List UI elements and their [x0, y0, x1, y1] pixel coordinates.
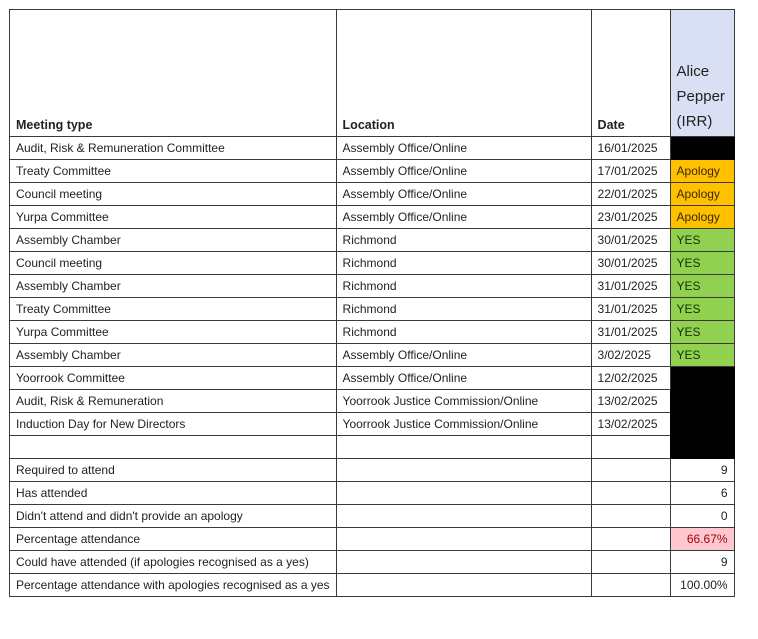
location-cell: Yoorrook Justice Commission/Online	[336, 390, 591, 413]
date-cell: 13/02/2025	[591, 413, 670, 436]
summary-empty-cell	[336, 528, 591, 551]
location-cell: Assembly Office/Online	[336, 183, 591, 206]
summary-empty-cell	[591, 459, 670, 482]
location-cell	[336, 436, 591, 459]
meeting-row	[10, 344, 735, 367]
meeting-type-cell: Assembly Chamber	[10, 344, 337, 367]
date-cell: 22/01/2025	[591, 183, 670, 206]
summary-value: 9	[670, 459, 734, 482]
header-row	[10, 10, 735, 137]
attendance-status-cell: Apology	[670, 206, 734, 229]
meeting-type-cell: Yoorrook Committee	[10, 367, 337, 390]
summary-value: 0	[670, 505, 734, 528]
location-cell: Assembly Office/Online	[336, 367, 591, 390]
header-meeting-type: Meeting type	[10, 10, 337, 137]
meeting-type-cell: Yurpa Committee	[10, 321, 337, 344]
date-cell: 12/02/2025	[591, 367, 670, 390]
summary-empty-cell	[336, 459, 591, 482]
summary-row	[10, 574, 735, 597]
meeting-row	[10, 321, 735, 344]
meeting-type-cell: Treaty Committee	[10, 298, 337, 321]
summary-value: 66.67%	[670, 528, 734, 551]
meeting-row	[10, 229, 735, 252]
meeting-type-cell: Council meeting	[10, 183, 337, 206]
summary-label: Has attended	[10, 482, 337, 505]
summary-empty-cell	[336, 482, 591, 505]
meeting-row	[10, 137, 735, 160]
location-cell: Richmond	[336, 321, 591, 344]
meeting-row	[10, 298, 735, 321]
location-cell: Richmond	[336, 275, 591, 298]
summary-empty-cell	[336, 505, 591, 528]
not-required-block	[670, 367, 734, 459]
meeting-type-cell: Induction Day for New Directors	[10, 413, 337, 436]
location-cell: Assembly Office/Online	[336, 344, 591, 367]
meeting-row	[10, 206, 735, 229]
summary-row	[10, 459, 735, 482]
attendance-status-cell: YES	[670, 229, 734, 252]
date-cell: 30/01/2025	[591, 229, 670, 252]
summary-value: 6	[670, 482, 734, 505]
date-cell: 23/01/2025	[591, 206, 670, 229]
date-cell: 31/01/2025	[591, 321, 670, 344]
attendance-status-cell: YES	[670, 344, 734, 367]
location-cell: Richmond	[336, 252, 591, 275]
summary-empty-cell	[591, 505, 670, 528]
meeting-row	[10, 160, 735, 183]
summary-empty-cell	[336, 551, 591, 574]
attendance-status-cell: YES	[670, 321, 734, 344]
date-cell: 13/02/2025	[591, 390, 670, 413]
summary-label: Didn't attend and didn't provide an apology	[10, 505, 337, 528]
date-cell: 31/01/2025	[591, 275, 670, 298]
meeting-type-cell: Assembly Chamber	[10, 229, 337, 252]
meeting-type-cell	[10, 436, 337, 459]
attendance-table	[9, 9, 735, 597]
location-cell: Assembly Office/Online	[336, 137, 591, 160]
summary-empty-cell	[591, 528, 670, 551]
header-person: Alice Pepper (IRR)	[670, 10, 734, 137]
summary-row	[10, 482, 735, 505]
date-cell: 16/01/2025	[591, 137, 670, 160]
summary-label: Could have attended (if apologies recognised as a yes)	[10, 551, 337, 574]
meeting-type-cell: Council meeting	[10, 252, 337, 275]
summary-empty-cell	[336, 574, 591, 597]
attendance-status-cell: YES	[670, 298, 734, 321]
meeting-type-cell: Yurpa Committee	[10, 206, 337, 229]
summary-label: Percentage attendance	[10, 528, 337, 551]
attendance-status-cell	[670, 137, 734, 160]
summary-row	[10, 551, 735, 574]
meeting-row	[10, 367, 735, 390]
meeting-type-cell: Treaty Committee	[10, 160, 337, 183]
meeting-row	[10, 252, 735, 275]
location-cell: Richmond	[336, 229, 591, 252]
meeting-row	[10, 183, 735, 206]
meeting-type-cell: Audit, Risk & Remuneration	[10, 390, 337, 413]
date-cell: 3/02/2025	[591, 344, 670, 367]
date-cell	[591, 436, 670, 459]
summary-empty-cell	[591, 574, 670, 597]
summary-value: 9	[670, 551, 734, 574]
summary-label: Required to attend	[10, 459, 337, 482]
meeting-type-cell: Audit, Risk & Remuneration Committee	[10, 137, 337, 160]
summary-empty-cell	[591, 551, 670, 574]
meeting-row	[10, 275, 735, 298]
attendance-status-cell: Apology	[670, 183, 734, 206]
meeting-type-cell: Assembly Chamber	[10, 275, 337, 298]
summary-value: 100.00%	[670, 574, 734, 597]
header-date: Date	[591, 10, 670, 137]
attendance-status-cell: Apology	[670, 160, 734, 183]
date-cell: 17/01/2025	[591, 160, 670, 183]
summary-row	[10, 505, 735, 528]
summary-label: Percentage attendance with apologies recognised as a yes	[10, 574, 337, 597]
summary-empty-cell	[591, 482, 670, 505]
attendance-status-cell: YES	[670, 252, 734, 275]
location-cell: Richmond	[336, 298, 591, 321]
date-cell: 31/01/2025	[591, 298, 670, 321]
meeting-row	[10, 390, 735, 413]
location-cell: Assembly Office/Online	[336, 160, 591, 183]
date-cell: 30/01/2025	[591, 252, 670, 275]
meeting-row	[10, 436, 735, 459]
location-cell: Yoorrook Justice Commission/Online	[336, 413, 591, 436]
summary-row	[10, 528, 735, 551]
meeting-row	[10, 413, 735, 436]
header-location: Location	[336, 10, 591, 137]
location-cell: Assembly Office/Online	[336, 206, 591, 229]
attendance-status-cell: YES	[670, 275, 734, 298]
